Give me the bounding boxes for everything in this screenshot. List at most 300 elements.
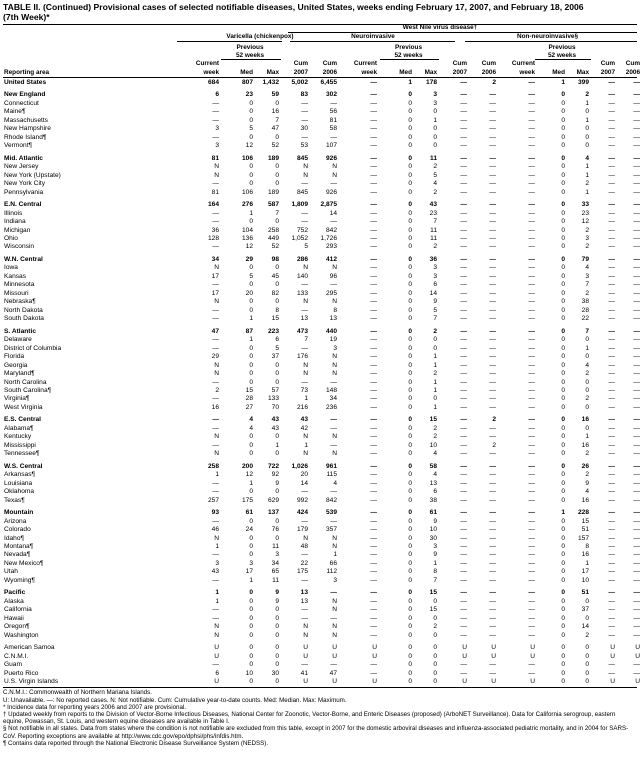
row-value: 1,052 (291, 234, 308, 242)
row-value: — (608, 142, 615, 150)
row-value: 295 (325, 289, 337, 297)
row-value: 66 (329, 559, 337, 567)
row-value: 0 (249, 218, 253, 226)
row-value: — (460, 91, 467, 99)
row-value: 0 (408, 623, 412, 631)
row-value: 0 (249, 597, 253, 605)
prev-rule-0 (221, 59, 281, 60)
row-value: — (460, 171, 467, 179)
row-value: 5 (304, 243, 308, 251)
row-value: 107 (325, 142, 337, 150)
row-area-label: E.S. Central (4, 416, 42, 424)
row-value: — (608, 306, 615, 314)
row-value: — (608, 234, 615, 242)
footnote: C.N.M.I.: Commonwealth of Northern Mariana Islands. (3, 689, 152, 697)
row-value: — (460, 79, 467, 86)
row-value: — (370, 424, 377, 432)
row-value: — (460, 471, 467, 479)
row-value: 13 (429, 479, 437, 487)
row-value: — (528, 218, 535, 226)
row-value: 3 (275, 551, 279, 559)
row-value: — (608, 526, 615, 534)
row-value: 0 (585, 336, 589, 344)
row-value: 0 (433, 669, 437, 677)
row-value: N (214, 264, 219, 272)
row-value: 0 (249, 623, 253, 631)
row-value: 0 (408, 589, 412, 597)
row-value: — (608, 433, 615, 441)
row-value: — (370, 589, 377, 597)
row-value: 0 (408, 542, 412, 550)
row-value: 11 (272, 576, 279, 584)
row-value: 0 (561, 99, 565, 107)
row-value: — (370, 361, 377, 369)
row-value: 53 (300, 142, 308, 150)
row-value: — (330, 488, 337, 496)
row-value: 0 (433, 142, 437, 150)
row-value: — (608, 517, 615, 525)
row-value: 2 (433, 433, 437, 441)
row-value: 0 (408, 479, 412, 487)
row-value: — (489, 264, 496, 272)
row-value: 0 (561, 568, 565, 576)
row-value: — (608, 551, 615, 559)
header-col-14: 2006 (625, 69, 640, 76)
row-value: — (633, 133, 640, 141)
header-previous-0: Previous (236, 44, 264, 51)
footnote: U: Unavailable. —: No reported cases. N: Not notifiable. Cum: Cumulative year-to-date counts. Med: Median. Max: Maximum. (3, 696, 347, 704)
header-col-top-10: Current (511, 60, 535, 67)
row-value: — (633, 526, 640, 534)
row-value: — (633, 496, 640, 504)
row-area-label: Washington (4, 631, 39, 639)
row-value: — (633, 441, 640, 449)
row-value: — (528, 517, 535, 525)
row-value: — (608, 133, 615, 141)
row-area-label: Alabama¶ (4, 424, 34, 432)
row-value: 14 (581, 623, 589, 631)
row-area-label: South Dakota (4, 315, 44, 323)
row-value: 2 (585, 395, 589, 403)
row-value: — (608, 403, 615, 411)
row-value: — (460, 559, 467, 567)
row-value: 0 (408, 125, 412, 133)
row-value: — (330, 99, 337, 107)
row-value: — (633, 125, 640, 133)
row-value: 37 (271, 353, 279, 361)
row-value: 7 (275, 116, 279, 124)
row-value: — (301, 133, 308, 141)
row-value: — (370, 163, 377, 171)
row-area-label: Wisconsin (4, 243, 35, 251)
row-value: — (460, 272, 467, 280)
row-value: 0 (433, 652, 437, 660)
header-col-top-5: Current (353, 60, 377, 67)
row-value: 0 (275, 298, 279, 306)
row-value: 43 (271, 424, 279, 432)
row-value: — (370, 576, 377, 584)
row-value: — (460, 142, 467, 150)
row-value: N (332, 534, 337, 542)
row-value: — (608, 99, 615, 107)
row-value: U (332, 678, 337, 686)
row-value: 200 (241, 462, 253, 470)
row-value: 587 (267, 201, 279, 209)
row-value: — (489, 327, 496, 335)
row-value: — (460, 281, 467, 289)
row-value: 807 (241, 79, 253, 86)
row-value: — (489, 534, 496, 542)
row-value: 3 (333, 576, 337, 584)
row-value: — (460, 306, 467, 314)
row-value: 56 (329, 108, 337, 116)
row-value: — (460, 614, 467, 622)
row-value: — (212, 378, 219, 386)
row-value: — (633, 344, 640, 352)
row-area-label: Connecticut (4, 99, 39, 107)
row-value: 4 (585, 361, 589, 369)
row-value: N (214, 298, 219, 306)
row-value: — (212, 606, 219, 614)
row-value: N (214, 433, 219, 441)
row-value: — (528, 108, 535, 116)
row-value: — (528, 353, 535, 361)
row-area-label: U.S. Virgin Islands (4, 678, 59, 686)
row-value: 0 (408, 327, 412, 335)
row-value: — (528, 180, 535, 188)
row-value: 12 (245, 243, 253, 251)
row-value: 3 (433, 272, 437, 280)
row-value: U (332, 644, 337, 652)
row-value: — (330, 218, 337, 226)
header-col-5: week (361, 69, 377, 76)
row-value: N (332, 597, 337, 605)
row-value: 6,455 (320, 79, 337, 86)
row-value: 2 (585, 289, 589, 297)
row-value: 0 (585, 669, 589, 677)
row-value: — (460, 441, 467, 449)
row-area-label: Mississippi (4, 441, 36, 449)
row-value: 0 (561, 344, 565, 352)
row-value: 0 (585, 652, 589, 660)
row-value: — (370, 370, 377, 378)
header-col-1: Med (240, 69, 253, 76)
header-col-6: Med (399, 69, 412, 76)
row-value: 992 (296, 496, 308, 504)
row-value: — (330, 180, 337, 188)
row-value: 0 (561, 180, 565, 188)
row-value: 0 (561, 424, 565, 432)
row-value: 0 (408, 652, 412, 660)
row-value: 20 (245, 289, 253, 297)
row-value: 0 (408, 99, 412, 107)
row-value: — (633, 255, 640, 263)
row-value: — (489, 306, 496, 314)
row-value: 2 (585, 180, 589, 188)
row-value: 1,432 (262, 79, 279, 86)
row-value: — (528, 171, 535, 179)
row-area-label: Illinois (4, 209, 23, 217)
row-value: 0 (561, 91, 565, 99)
row-value: — (528, 91, 535, 99)
row-value: — (528, 488, 535, 496)
row-value: — (370, 568, 377, 576)
header-previous-1: Previous (395, 44, 422, 51)
row-value: — (633, 79, 640, 86)
row-value: — (489, 188, 496, 196)
row-value: — (212, 116, 219, 124)
row-value: 0 (561, 336, 565, 344)
row-value: 42 (300, 424, 308, 432)
row-value: N (303, 623, 308, 631)
row-value: — (489, 568, 496, 576)
row-value: 0 (275, 652, 279, 660)
row-value: — (633, 450, 640, 458)
row-value: 0 (249, 606, 253, 614)
row-value: 0 (408, 218, 412, 226)
row-value: — (370, 226, 377, 234)
row-value: 2 (433, 424, 437, 432)
row-value: 539 (325, 509, 337, 517)
row-value: — (370, 298, 377, 306)
row-value: — (528, 336, 535, 344)
row-area-label: Arkansas¶ (4, 471, 36, 479)
row-value: — (633, 542, 640, 550)
row-value: — (460, 542, 467, 550)
row-value: 175 (241, 496, 253, 504)
row-value: 4 (433, 450, 437, 458)
row-value: 0 (275, 517, 279, 525)
row-value: — (460, 361, 467, 369)
row-value: 5 (433, 171, 437, 179)
row-value: — (633, 353, 640, 361)
row-value: 189 (267, 188, 279, 196)
row-value: — (212, 488, 219, 496)
row-value: 1 (304, 441, 308, 449)
row-value: U (491, 678, 496, 686)
row-value: — (633, 488, 640, 496)
row-value: 13 (329, 315, 337, 323)
row-value: 23 (429, 209, 437, 217)
row-value: — (212, 576, 219, 584)
row-value: — (528, 142, 535, 150)
row-value: 76 (271, 526, 279, 534)
row-value: — (528, 589, 535, 597)
footnote: § Not notifiable in all states. Data from states where the condition is not notifiable are excluded from this table, except in 2007 for the domestic arboviral diseases and influenza-associated pediatric mortality, and in 2004 for SARS-CoV. Reporting exceptions are available at http://www.cdc.gov/epo/dphsi/phs/infdis.htm. (3, 725, 629, 740)
row-value: 0 (249, 652, 253, 660)
row-value: — (528, 403, 535, 411)
row-value: — (330, 281, 337, 289)
row-value: — (633, 336, 640, 344)
row-value: N (332, 606, 337, 614)
row-area-label: Colorado (4, 526, 31, 534)
row-value: — (460, 201, 467, 209)
row-value: — (608, 116, 615, 124)
row-value: 2 (585, 370, 589, 378)
row-value: — (633, 416, 640, 424)
row-value: 0 (275, 433, 279, 441)
row-value: — (460, 479, 467, 487)
row-value: 0 (408, 133, 412, 141)
row-value: — (489, 559, 496, 567)
row-value: — (608, 298, 615, 306)
row-value: — (212, 281, 219, 289)
row-value: 0 (585, 378, 589, 386)
row-value: — (489, 91, 496, 99)
row-value: 2 (433, 163, 437, 171)
row-value: 0 (561, 669, 565, 677)
row-value: — (528, 133, 535, 141)
row-value: 16 (271, 108, 279, 116)
row-value: 302 (325, 91, 337, 99)
row-value: 0 (408, 306, 412, 314)
row-value: 70 (271, 403, 279, 411)
row-value: 0 (433, 631, 437, 639)
header-col-top-9: Cum (481, 60, 496, 67)
row-value: — (460, 154, 467, 162)
row-value: — (608, 91, 615, 99)
row-value: 3 (433, 99, 437, 107)
row-value: — (633, 188, 640, 196)
row-value: — (633, 243, 640, 251)
row-value: — (608, 108, 615, 116)
row-value: — (528, 255, 535, 263)
neuroinvasive-rule (290, 41, 455, 42)
row-value: 0 (408, 91, 412, 99)
row-area-label: Delaware (4, 336, 32, 344)
row-value: 4 (433, 180, 437, 188)
row-value: — (460, 534, 467, 542)
row-value: 0 (561, 289, 565, 297)
row-value: — (460, 424, 467, 432)
row-value: — (370, 218, 377, 226)
row-value: 845 (296, 154, 308, 162)
row-area-label: Pennsylvania (4, 188, 44, 196)
row-value: 4 (433, 471, 437, 479)
row-value: 30 (429, 534, 437, 542)
row-value: — (301, 517, 308, 525)
row-value: 0 (561, 441, 565, 449)
row-value: — (528, 559, 535, 567)
row-value: 0 (561, 433, 565, 441)
footnote: † Updated weekly from reports to the Division of Vector-Borne Infectious Diseases, National Center for Zoonotic, Vector-Borne, and Enteric Diseases (proposed) (ArboNET Surveillance). Data for California serogroup, eastern equine, Powassan, St. Louis, and western equine diseases are available in Table I. (3, 711, 616, 726)
row-value: 0 (561, 542, 565, 550)
row-area-label: Pacific (4, 589, 26, 597)
row-value: 2 (492, 441, 496, 449)
row-value: 2 (585, 243, 589, 251)
row-value: N (332, 353, 337, 361)
row-value: 0 (408, 142, 412, 150)
row-value: — (460, 289, 467, 297)
row-value: — (370, 462, 377, 470)
row-value: — (608, 154, 615, 162)
row-value: — (301, 99, 308, 107)
row-value: — (608, 315, 615, 323)
row-value: — (460, 226, 467, 234)
row-value: 178 (425, 79, 437, 86)
row-value: 14 (429, 289, 437, 297)
row-value: 79 (581, 255, 589, 263)
row-value: — (330, 378, 337, 386)
row-value: — (212, 479, 219, 487)
row-value: — (608, 344, 615, 352)
row-value: 1 (433, 559, 437, 567)
row-value: 223 (267, 327, 279, 335)
row-value: 1 (585, 116, 589, 124)
row-value: 0 (561, 171, 565, 179)
row-value: 0 (249, 264, 253, 272)
row-value: — (370, 99, 377, 107)
row-value: — (489, 201, 496, 209)
row-value: — (460, 496, 467, 504)
row-value: 137 (267, 509, 279, 517)
row-value: — (633, 327, 640, 335)
row-value: 96 (329, 272, 337, 280)
row-value: N (303, 361, 308, 369)
row-value: 51 (581, 526, 589, 534)
row-value: — (528, 315, 535, 323)
row-value: 0 (408, 526, 412, 534)
row-value: 12 (245, 142, 253, 150)
row-value: N (214, 534, 219, 542)
row-value: — (608, 327, 615, 335)
row-value: 0 (561, 281, 565, 289)
row-value: 98 (271, 255, 279, 263)
row-value: — (301, 218, 308, 226)
row-value: 2 (433, 243, 437, 251)
row-value: 3 (215, 559, 219, 567)
row-value: 0 (249, 171, 253, 179)
row-area-label: Maine¶ (4, 108, 26, 116)
row-value: — (489, 661, 496, 669)
row-area-label: New Hampshire (4, 125, 51, 133)
row-value: — (370, 488, 377, 496)
row-value: — (330, 424, 337, 432)
header-previous-2: Previous (548, 44, 576, 51)
row-value: — (489, 597, 496, 605)
header-col-top-13: Cum (600, 60, 615, 67)
row-value: — (489, 526, 496, 534)
row-value: — (370, 509, 377, 517)
row-area-label: Tennessee¶ (4, 450, 40, 458)
row-value: N (332, 631, 337, 639)
row-area-label: Mountain (4, 509, 34, 517)
row-value: N (332, 163, 337, 171)
row-value: — (301, 661, 308, 669)
row-value: 3 (333, 344, 337, 352)
row-value: — (633, 669, 640, 677)
row-value: — (528, 378, 535, 386)
row-value: — (633, 509, 640, 517)
row-value: — (489, 542, 496, 550)
row-value: — (528, 201, 535, 209)
row-value: — (301, 116, 308, 124)
row-value: 0 (275, 450, 279, 458)
row-value: — (489, 209, 496, 217)
row-value: — (608, 462, 615, 470)
row-value: 0 (408, 424, 412, 432)
row-area-label: Iowa (4, 264, 18, 272)
row-value: — (489, 243, 496, 251)
row-value: 0 (561, 327, 565, 335)
row-value: — (633, 517, 640, 525)
row-value: — (489, 361, 496, 369)
row-value: U (635, 678, 640, 686)
row-value: 3 (433, 264, 437, 272)
row-value: — (370, 201, 377, 209)
row-value: — (212, 424, 219, 432)
row-value: — (489, 133, 496, 141)
